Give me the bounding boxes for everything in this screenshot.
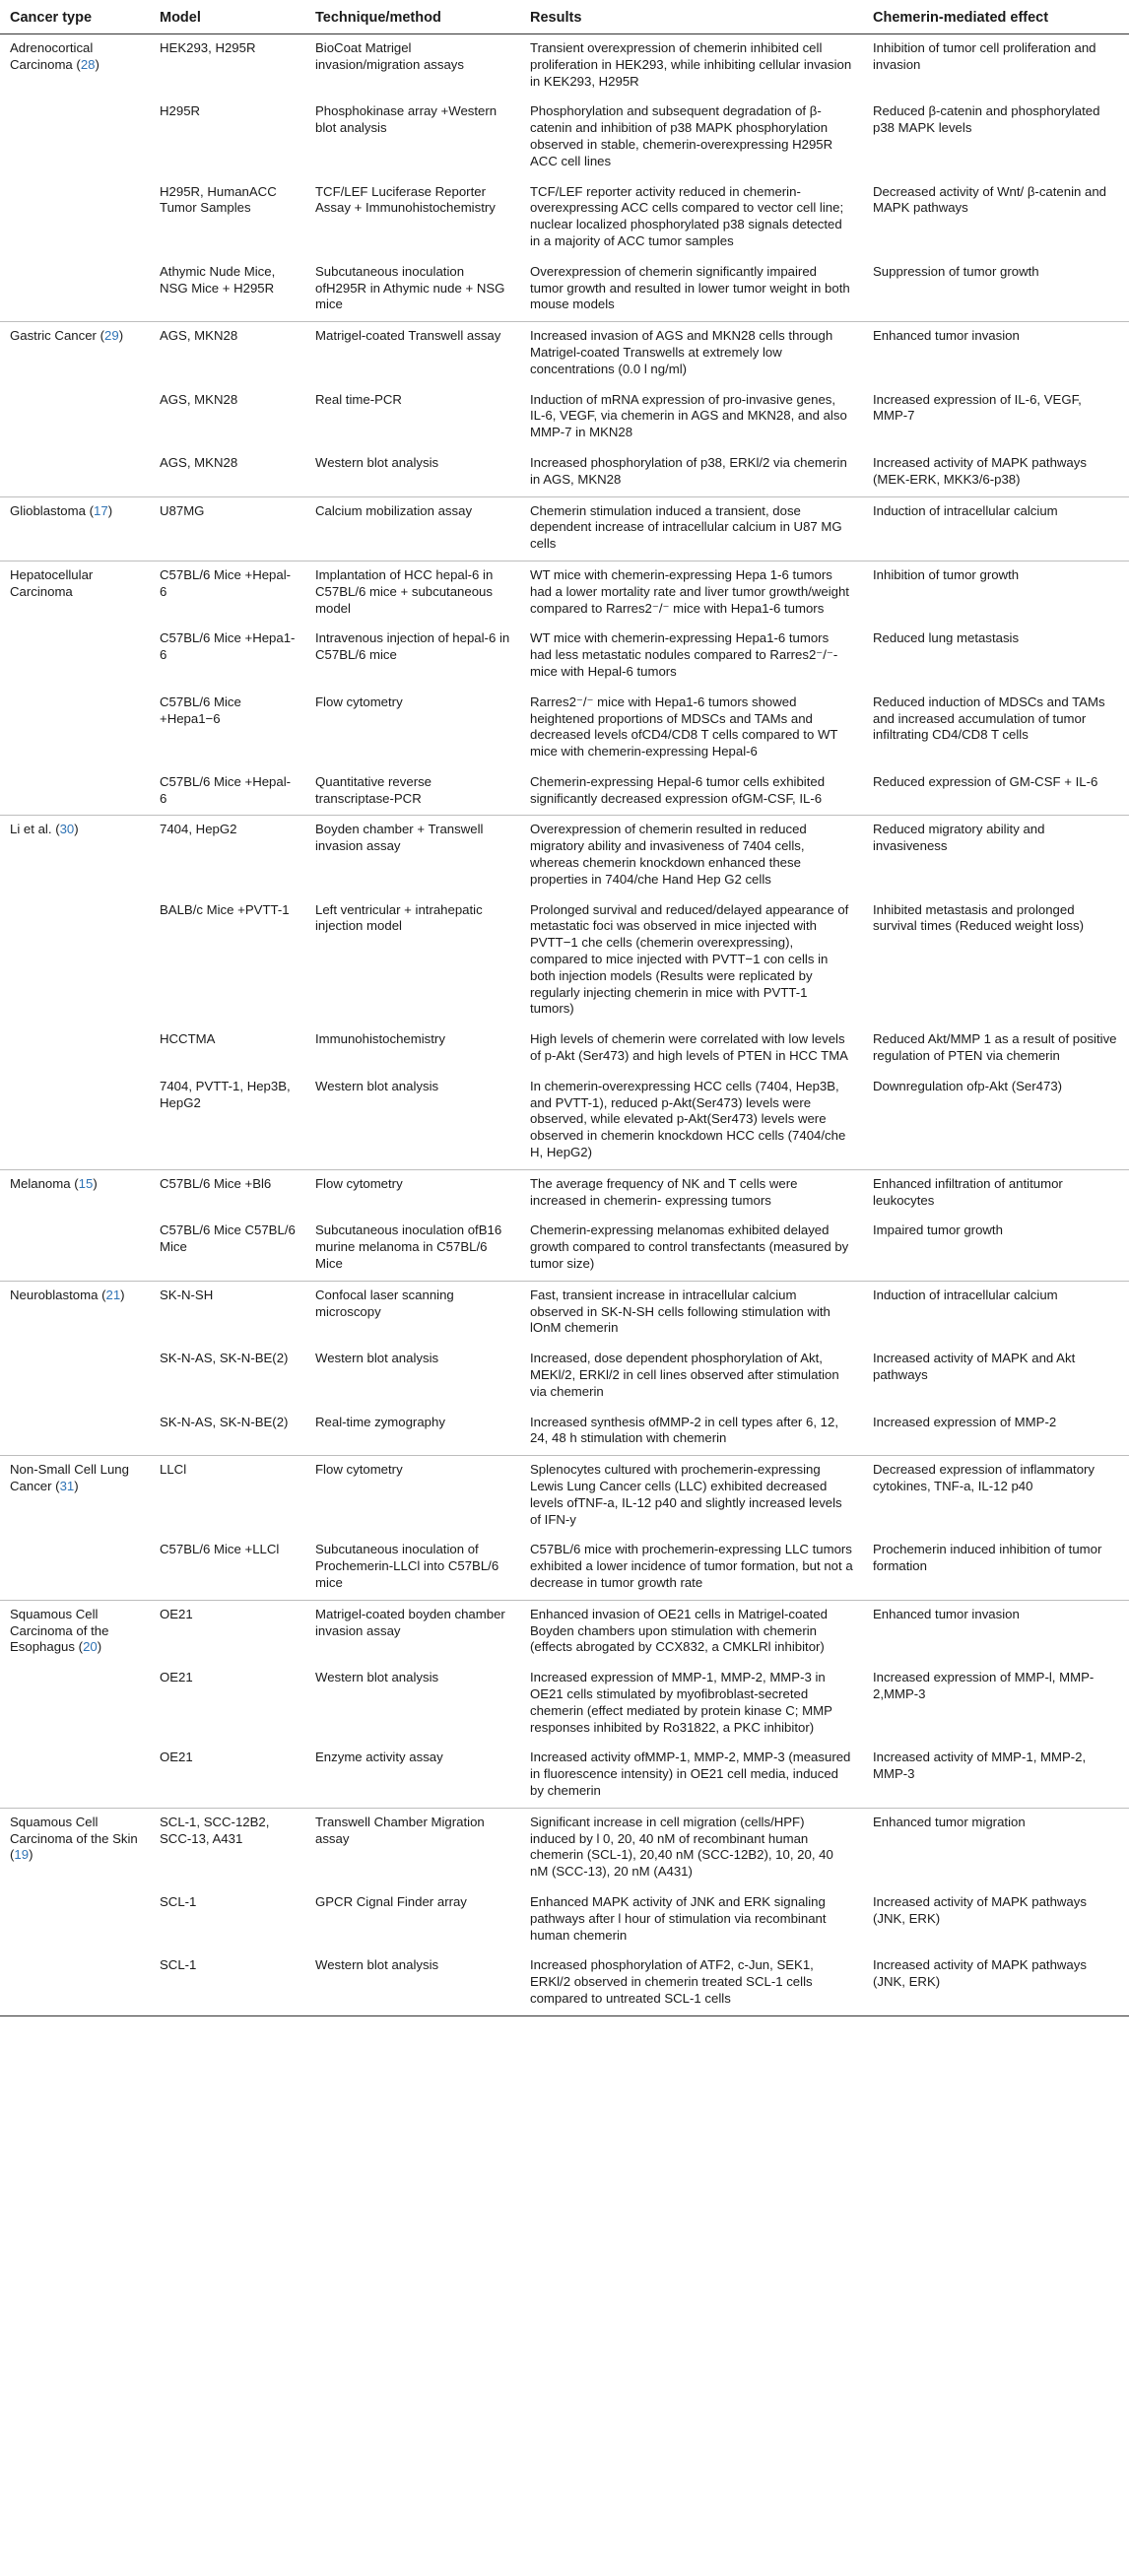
cell-cancer-type (0, 1025, 150, 1073)
cell-cancer-type: Melanoma (15) (0, 1169, 150, 1217)
cell-results: Significant increase in cell migration (cells/HPF) induced by l 0, 20, 40 nM of recombinant human chemerin (SCL-1), 20,40 nM (SCC-12B2), 10, 20, 40 nM (SCC-13), 20 nM (A431) (520, 1808, 863, 1888)
cell-effect: Suppression of tumor growth (873, 263, 1039, 279)
cell-model: OE21 (160, 1670, 193, 1685)
cell-cancer-type (0, 449, 150, 496)
cell-results: Rarres2⁻/⁻ mice with Hepa1-6 tumors showed heightened proportions of MDSCs and TAMs and decreased levels ofCD4/CD8 T cells compared to WT mice with chemerin-expressing Hepal-6 (530, 694, 838, 760)
cell-cancer-type (0, 1345, 150, 1408)
cell-effect: Enhanced infiltration of antitumor leukocytes (863, 1169, 1129, 1217)
cell-results: Increased synthesis ofMMP-2 in cell types after 6, 12, 24, 48 h stimulation with chemerin (530, 1414, 838, 1446)
cell-results: WT mice with chemerin-expressing Hepa1-6 tumors had less metastatic nodules compared to Rarres2⁻/⁻- mice with Hepal-6 tumors (530, 630, 838, 679)
reference-link[interactable]: 30 (59, 822, 75, 837)
cell-cancer-type (0, 386, 150, 449)
cell-results: Increased activity ofMMP-1, MMP-2, MMP-3 (measured in fluorescence intensity) in OE21 cell media, induced by chemerin (530, 1750, 851, 1798)
cell-model: AGS, MKN28 (150, 322, 305, 386)
cancer-type-label: Adrenocortical Carcinoma (10, 40, 94, 72)
cell-cancer-type (0, 1664, 150, 1744)
cell-effect: Increased activity of MAPK pathways (MEK-ERK, MKK3/6-p38) (873, 454, 1087, 487)
cell-technique: Immunohistochemistry (315, 1031, 445, 1047)
reference-link[interactable]: 19 (14, 1847, 30, 1863)
header-row (0, 0, 1129, 34)
cell-results: Increased expression of MMP-1, MMP-2, MMP-3 in OE21 cells stimulated by myofibroblast-secreted chemerin (effect mediated by protein kinase C; MMP responses inhibited by Ro31822, a PKC inhibitor) (530, 1670, 832, 1735)
cancer-type-label: Squamous Cell Carcinoma of the Skin (10, 1814, 138, 1846)
cell-model: SCL-1 (160, 1893, 197, 1909)
cell-results: In chemerin-overexpressing HCC cells (7404, Hep3B, and PVTT-1), reduced p-Akt(Ser473) levels were observed, while elevated p-Akt(Ser473) levels were observed in chemerin knockdown HCC cells (7404/che H, HepG2) (530, 1078, 846, 1160)
cell-effect: Reduced lung metastasis (873, 630, 1020, 646)
header-results: Results (520, 0, 863, 34)
cell-technique: Enzyme activity assay (315, 1750, 443, 1765)
cell-effect: Decreased expression of inflammatory cytokines, TNF-a, IL-12 p40 (863, 1456, 1129, 1537)
table-row (0, 1951, 1129, 2015)
reference-link[interactable]: 21 (105, 1287, 121, 1302)
cell-effect: Inhibited metastasis and prolonged survival times (Reduced weight loss) (873, 901, 1085, 934)
cell-results: Enhanced MAPK activity of JNK and ERK signaling pathways after l hour of stimulation via recombinant human chemerin (530, 1893, 827, 1943)
cell-cancer-type (0, 561, 150, 625)
cell-effect: Reduced Akt/MMP 1 as a result of positive regulation of PTEN via chemerin (873, 1031, 1117, 1064)
cell-technique: TCF/LEF Luciferase Reporter Assay + Immunohistochemistry (315, 183, 496, 216)
cell-technique: Subcutaneous inoculation ofH295R in Athymic nude + NSG mice (315, 263, 505, 312)
table-row (0, 1808, 1129, 1888)
cell-model: C57BL/6 Mice +Hepal-6 (160, 773, 292, 806)
cell-model: AGS, MKN28 (160, 391, 238, 407)
cell-results: Fast, transient increase in intracellular calcium observed in SK-N-SH cells following stimulation with lOnM chemerin (520, 1281, 863, 1345)
cell-technique: Intravenous injection of hepal-6 in C57BL/6 mice (315, 630, 510, 663)
table-row (0, 1456, 1129, 1537)
cell-cancer-type (0, 896, 150, 1026)
cell-cancer-type (0, 1951, 150, 2015)
cell-effect: Increased activity of MAPK pathways (JNK, ERK) (873, 1893, 1087, 1926)
cell-model: U87MG (150, 496, 305, 561)
cancer-type-label: Glioblastoma (10, 502, 86, 518)
cancer-type-label: Gastric Cancer (10, 328, 97, 344)
cell-cancer-type (0, 689, 150, 768)
cell-technique: Flow cytometry (305, 1456, 520, 1537)
cell-model: SK-N-SH (150, 1281, 305, 1345)
cell-model: OE21 (150, 1600, 305, 1664)
cell-results: Transient overexpression of chemerin inhibited cell proliferation in HEK293, while inhibiting cellular invasion in KEK293, H295R (530, 40, 852, 89)
cell-effect: Induction of intracellular calcium (863, 1281, 1129, 1345)
table-row (0, 1217, 1129, 1281)
table-row (0, 1281, 1129, 1345)
cell-effect: Induction of intracellular calcium (863, 496, 1129, 561)
table-row (0, 1025, 1129, 1073)
cell-model: C57BL/6 Mice +Hepa1-6 (160, 630, 296, 663)
cell-technique: Western blot analysis (315, 1351, 439, 1366)
cell-results: High levels of chemerin were correlated with low levels of p-Akt (Ser473) and high levels of PTEN in HCC TMA (530, 1031, 848, 1064)
cell-effect: Inhibition of tumor growth (863, 561, 1129, 625)
table-header (0, 0, 1129, 34)
cell-technique: Western blot analysis (315, 454, 439, 470)
table-row (0, 561, 1129, 625)
cell-technique: Subcutaneous inoculation of Prochemerin-LLCl into C57BL/6 mice (315, 1542, 499, 1590)
cell-effect: Reduced β-catenin and phosphorylated p38 MAPK levels (873, 103, 1100, 136)
cell-results: Induction of mRNA expression of pro-invasive genes, IL-6, VEGF, via chemerin in AGS and MKN28, and also MMP-7 in MKN28 (530, 391, 847, 440)
cell-cancer-type (0, 1888, 150, 1951)
cell-technique: Flow cytometry (305, 1169, 520, 1217)
header-effect: Chemerin-mediated effect (863, 0, 1129, 34)
cell-model: SK-N-AS, SK-N-BE(2) (160, 1351, 289, 1366)
reference-link[interactable]: 28 (80, 56, 96, 72)
cell-results: Increased, dose dependent phosphorylation of Akt, MEKl/2, ERKl/2 in cell lines observed after stimulation via chemerin (530, 1351, 839, 1399)
cell-effect: Decreased activity of Wnt/ β-catenin and MAPK pathways (873, 183, 1107, 216)
cell-effect: Reduced induction of MDSCs and TAMs and increased accumulation of tumor infiltrating CD4/CD8 T cells (873, 694, 1105, 743)
cell-cancer-type: Glioblastoma (17) (0, 496, 150, 561)
cell-model: SK-N-AS, SK-N-BE(2) (160, 1414, 289, 1429)
cancer-type-label: Neuroblastoma (10, 1287, 99, 1302)
cell-technique: Transwell Chamber Migration assay (305, 1808, 520, 1888)
header-technique: Technique/method (305, 0, 520, 34)
cell-results: Increased phosphorylation of p38, ERKl/2 via chemerin in AGS, MKN28 (530, 454, 847, 487)
table-row (0, 1600, 1129, 1664)
cell-results: Increased phosphorylation of ATF2, c-Jun, SEK1, ERKl/2 observed in chemerin treated SCL-1 cells compared to untreated SCL-1 cells (520, 1951, 863, 2015)
table-row (0, 1409, 1129, 1456)
reference-link[interactable]: 17 (94, 502, 108, 518)
cell-technique: Confocal laser scanning microscopy (305, 1281, 520, 1345)
table-row (0, 34, 1129, 99)
cell-technique: Left ventricular + intrahepatic injection model (315, 901, 483, 934)
cell-cancer-type: Squamous Cell Carcinoma of the Skin (19) (0, 1808, 150, 1888)
cell-cancer-type: Non-Small Cell Lung Cancer (31) (0, 1456, 150, 1537)
cancer-type-label: Squamous Cell Carcinoma of the Esophagus (10, 1606, 109, 1655)
header-cancer-type: Cancer type (0, 0, 150, 34)
cancer-type-label: Hepatocellular Carcinoma (10, 566, 94, 599)
cell-technique: Implantation of HCC hepal-6 in C57BL/6 mice + subcutaneous model (305, 561, 520, 625)
table-row (0, 1073, 1129, 1169)
cell-technique: BioCoat Matrigel invasion/migration assays (315, 40, 464, 72)
cell-results: Overexpression of chemerin resulted in reduced migratory ability and invasiveness of 7404 cells, whereas chemerin knockdown enhanced these properties in 7404/che Hand Hep G2 cells (520, 816, 863, 896)
table-row (0, 386, 1129, 449)
cell-cancer-type (0, 1073, 150, 1169)
reference-link[interactable]: 31 (59, 1478, 75, 1493)
cell-technique: Boyden chamber + Transwell invasion assay (305, 816, 520, 896)
cell-results: Splenocytes cultured with prochemerin-expressing Lewis Lung Cancer cells (LLC) exhibited decreased levels ofTNF-a, IL-12 p40 and slightly increased levels of IFN-y (520, 1456, 863, 1537)
cell-cancer-type: Adrenocortical Carcinoma (28) (10, 40, 100, 72)
cell-cancer-type (0, 1744, 150, 1808)
cell-effect: Reduced migratory ability and invasiveness (863, 816, 1129, 896)
cell-model: 7404, HepG2 (150, 816, 305, 896)
cell-cancer-type (0, 625, 150, 688)
cell-results: Chemerin stimulation induced a transient, dose dependent increase of intracellular calcium in U87 MG cells (520, 496, 863, 561)
cell-model: OE21 (160, 1750, 193, 1765)
table-row (0, 1888, 1129, 1951)
cell-model: H295R (160, 103, 201, 119)
cell-model: BALB/c Mice +PVTT-1 (160, 901, 290, 917)
cell-cancer-type (0, 768, 150, 816)
cell-model: C57BL/6 Mice +LLCl (160, 1542, 280, 1557)
cell-cancer-type: Li et al. (30) (0, 816, 150, 896)
cell-cancer-type (0, 178, 150, 258)
cell-model: C57BL/6 Mice +Hepa1−6 (160, 694, 241, 726)
cell-technique: GPCR Cignal Finder array (315, 1893, 467, 1909)
reference-link[interactable]: 20 (83, 1639, 98, 1655)
cell-model: AGS, MKN28 (160, 454, 238, 470)
cell-effect: Increased activity of MAPK and Akt pathways (873, 1351, 1076, 1382)
cell-results: Overexpression of chemerin significantly impaired tumor growth and resulted in lower tumor weight in both mouse models (530, 263, 850, 312)
cell-technique: Quantitative reverse transcriptase-PCR (315, 773, 432, 806)
table-row (0, 496, 1129, 561)
cell-model: HCCTMA (160, 1031, 216, 1047)
cell-cancer-type (0, 98, 150, 177)
cell-effect: Enhanced tumor invasion (863, 1600, 1129, 1664)
cell-results: The average frequency of NK and T cells were increased in chemerin- expressing tumors (520, 1169, 863, 1217)
cell-technique: Subcutaneous inoculation ofB16 murine melanoma in C57BL/6 Mice (315, 1222, 502, 1272)
cell-cancer-type (0, 1536, 150, 1600)
cell-effect: Increased activity of MMP-1, MMP-2, MMP-3 (873, 1750, 1087, 1782)
cell-effect: Prochemerin induced inhibition of tumor formation (873, 1542, 1102, 1574)
cell-effect: Inhibition of tumor cell proliferation and invasion (873, 40, 1096, 72)
cell-effect: Increased expression of IL-6, VEGF, MMP-7 (873, 391, 1082, 424)
cell-effect: Enhanced tumor migration (863, 1808, 1129, 1888)
reference-link[interactable]: 29 (104, 328, 119, 344)
cell-technique: Western blot analysis (315, 1078, 439, 1093)
cell-technique: Western blot analysis (305, 1951, 520, 2015)
table-row (0, 1169, 1129, 1217)
table-body (0, 34, 1129, 2016)
table-row (0, 1744, 1129, 1808)
cell-technique: Phosphokinase array +Western blot analysis (315, 103, 498, 136)
table-row (0, 816, 1129, 896)
cell-results: Enhanced invasion of OE21 cells in Matrigel-coated Boyden chambers upon stimulation with chemerin (effects abrogated by CCX832, a CMKLRl inhibitor) (520, 1600, 863, 1664)
table-row (0, 258, 1129, 322)
table-row (0, 322, 1129, 386)
cell-technique: Matrigel-coated boyden chamber invasion assay (305, 1600, 520, 1664)
cancer-type-label: Non-Small Cell Lung Cancer (10, 1462, 129, 1493)
cell-results: WT mice with chemerin-expressing Hepa 1-6 tumors had a lower mortality rate and liver tumor growth/weight compared to Rarres2⁻/⁻ mice with Hepa1-6 tumors (520, 561, 863, 625)
cell-results: TCF/LEF reporter activity reduced in chemerin-overexpressing ACC cells compared to vector cell line; nuclear localized phosphorylated p38 signals detected in a majority of ACC tumor samples (530, 183, 844, 248)
table-row (0, 625, 1129, 688)
cell-cancer-type (0, 1217, 150, 1281)
cell-technique: Western blot analysis (315, 1670, 439, 1685)
cell-model: LLCl (150, 1456, 305, 1537)
cell-cancer-type: Neuroblastoma (21) (0, 1281, 150, 1345)
header-model: Model (150, 0, 305, 34)
cell-cancer-type (0, 258, 150, 322)
cell-technique: Matrigel-coated Transwell assay (305, 322, 520, 386)
table-row (0, 1664, 1129, 1744)
cell-model: SCL-1, SCC-12B2, SCC-13, A431 (150, 1808, 305, 1888)
cell-effect: Reduced expression of GM-CSF + IL-6 (873, 773, 1098, 789)
cell-effect: Enhanced tumor invasion (863, 322, 1129, 386)
cell-cancer-type: Squamous Cell Carcinoma of the Esophagus (20) (0, 1600, 150, 1664)
cell-results: Increased invasion of AGS and MKN28 cells through Matrigel-coated Transwells at extremely low concentrations (0.0 l ng/ml) (520, 322, 863, 386)
cell-technique: Real-time zymography (315, 1414, 445, 1429)
cell-results: Phosphorylation and subsequent degradation of β-catenin and inhibition of p38 MAPK phosphorylation observed in stable, chemerin-overexpressing H295R ACC cell lines (530, 103, 833, 168)
cell-model: SCL-1 (150, 1951, 305, 2015)
cell-effect: Increased expression of MMP-l, MMP-2,MMP-3 (873, 1670, 1095, 1701)
cell-cancer-type (0, 1409, 150, 1456)
reference-link[interactable]: 15 (78, 1175, 94, 1191)
cell-effect: Impaired tumor growth (873, 1222, 1003, 1238)
cell-model: 7404, PVTT-1, Hep3B, HepG2 (160, 1078, 291, 1110)
cell-results: Chemerin-expressing melanomas exhibited delayed growth compared to control transfectants (measured by tumor size) (530, 1222, 849, 1272)
cell-results: C57BL/6 mice with prochemerin-expressing LLC tumors exhibited a lower incidence of tumor formation, but not a decrease in tumor growth rate (530, 1542, 853, 1590)
table-row (0, 449, 1129, 496)
table-row (0, 768, 1129, 816)
cell-technique: Flow cytometry (315, 694, 403, 709)
table-row (0, 896, 1129, 1026)
table-row (0, 1345, 1129, 1408)
cell-results: Chemerin-expressing Hepal-6 tumor cells exhibited significantly decreased expression ofGM-CSF, IL-6 (530, 773, 826, 806)
cell-cancer-type: Gastric Cancer (29) (0, 322, 150, 386)
cell-technique: Real time-PCR (315, 391, 402, 407)
cell-model: HEK293, H295R (160, 40, 256, 55)
cancer-type-label: Li et al. (10, 822, 52, 837)
cell-model: Athymic Nude Mice, NSG Mice + H295R (160, 263, 276, 296)
table-row (0, 689, 1129, 768)
cell-effect: Increased activity of MAPK pathways (JNK, ERK) (863, 1951, 1129, 2015)
cell-effect: Downregulation ofp-Akt (Ser473) (873, 1078, 1063, 1093)
cell-model: C57BL/6 Mice +Bl6 (150, 1169, 305, 1217)
cell-model: C57BL/6 Mice +Hepal-6 (150, 561, 305, 625)
table-row (0, 98, 1129, 177)
table-row (0, 1536, 1129, 1600)
cell-model: H295R, HumanACC Tumor Samples (160, 183, 277, 216)
cancer-type-label: Melanoma (10, 1175, 71, 1191)
cell-model: C57BL/6 Mice C57BL/6 Mice (160, 1222, 296, 1255)
table-row (0, 178, 1129, 258)
cell-results: Prolonged survival and reduced/delayed appearance of metastatic foci was observed in mice injected with PVTT−1 che cells (chemerin overexpressing), compared to mice injected with PVTT−1 con cells in both injection models (Results were replicated by regularly injecting chemerin in mice with PVTT-1 tumors) (530, 901, 849, 1017)
cell-technique: Calcium mobilization assay (305, 496, 520, 561)
cell-effect: Increased expression of MMP-2 (873, 1414, 1057, 1429)
